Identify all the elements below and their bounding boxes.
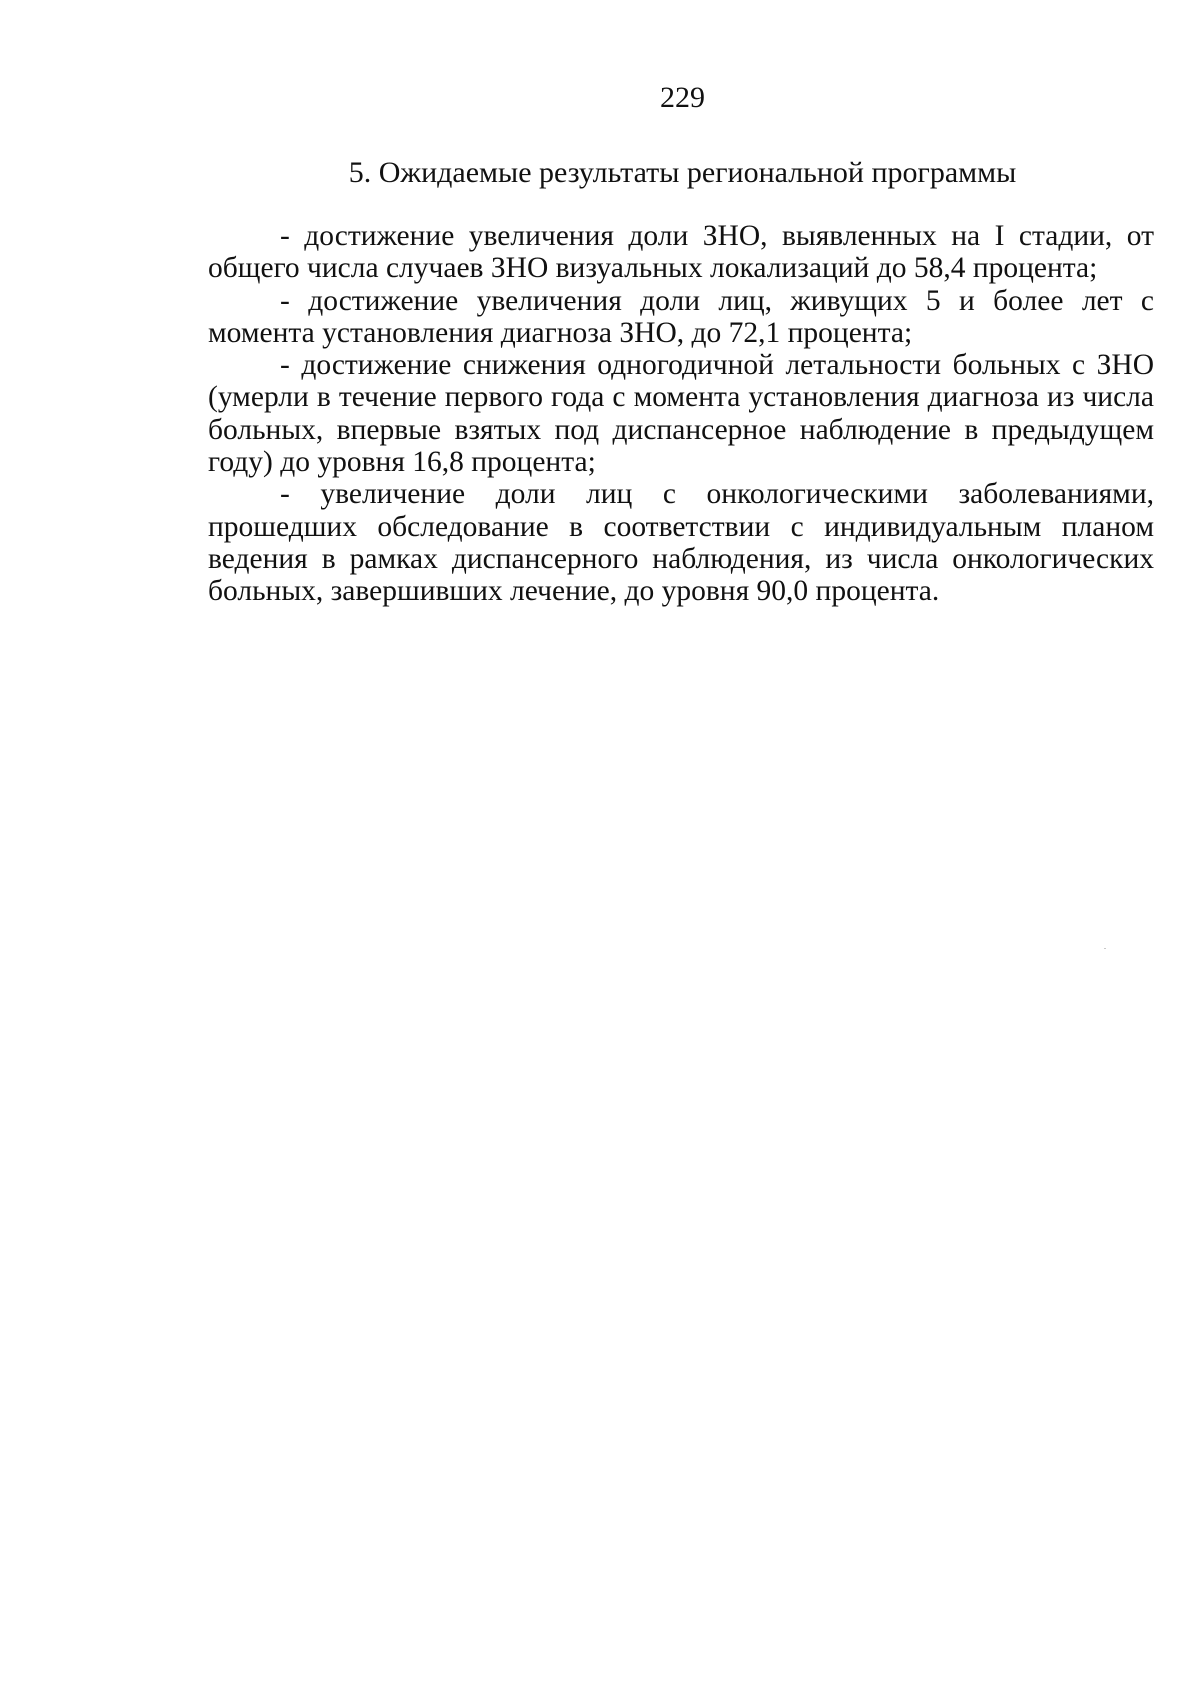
scan-artifact [1104,948,1106,949]
page-number: 229 [660,81,705,114]
section-heading: 5. Ожидаемые результаты региональной программы [348,156,1017,189]
list-item: - достижение увеличения доли ЗНО, выявленных на I стадии, от общего числа случаев ЗНО визуальных локализаций до 58,4 процента; [208,220,1154,285]
list-item: - увеличение доли лиц с онкологическими заболеваниями, прошедших обследование в соответствии с индивидуальным планом ведения в рамках диспансерного наблюдения, из числа онкологических больных, завершивших лечение, до уровня 90,0 процента. [208,478,1154,608]
list-item: - достижение снижения одногодичной летальности больных с ЗНО (умерли в течение первого года с момента установления диагноза из числа больных, впервые взятых под диспансерное наблюдение в предыдущем году) до уровня 16,8 процента; [208,349,1154,479]
list-item: - достижение увеличения доли лиц, живущих 5 и более лет с момента установления диагноза ЗНО, до 72,1 процента; [208,284,1154,349]
results-list [208,220,1154,608]
